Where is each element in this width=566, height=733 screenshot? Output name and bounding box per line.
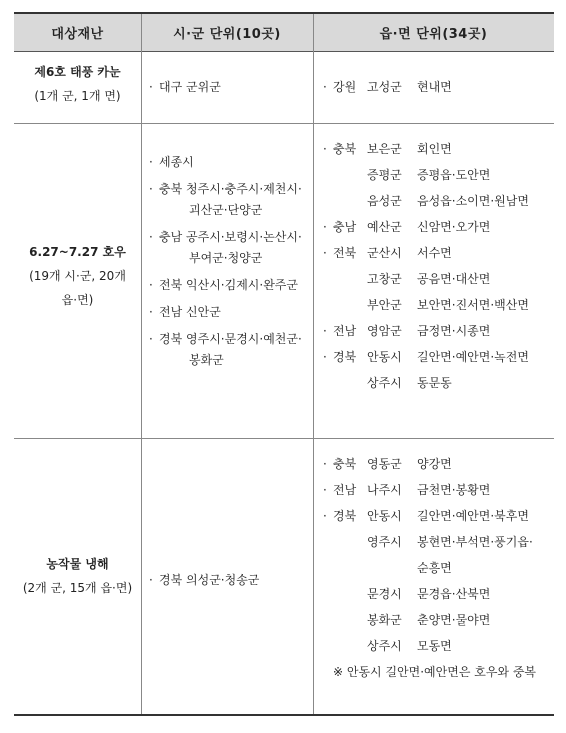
disaster-scope: (19개 시·군, 20개 — [29, 269, 126, 283]
row-frost-label — [14, 552, 141, 600]
town-entry — [323, 555, 554, 581]
province — [333, 555, 367, 581]
towns: 모동면 — [417, 639, 452, 653]
town-entry — [323, 451, 554, 477]
town-entry — [323, 266, 554, 292]
province: 충북 — [333, 142, 357, 156]
town-entry — [323, 529, 554, 555]
towns: 길안면·예안면·녹전면 — [417, 350, 529, 364]
bullet — [323, 292, 333, 318]
town-entry — [323, 503, 554, 529]
province: 충북 — [333, 457, 357, 471]
city: 안동시 — [367, 509, 402, 523]
city: 군산시 — [367, 246, 402, 260]
town-entry — [323, 74, 554, 100]
province: 경북 — [333, 509, 357, 523]
disaster-name: 농작물 냉해 — [46, 557, 109, 571]
city-list: 세종시 — [159, 155, 194, 169]
province — [333, 188, 367, 214]
towns: 춘양면·물야면 — [417, 613, 491, 627]
city: 음성군 — [367, 194, 402, 208]
disaster-area-table — [14, 12, 554, 716]
province: 경북 — [159, 573, 183, 587]
disaster-scope: (1개 군, 1개 면) — [34, 89, 121, 103]
row-rain-towns — [313, 136, 554, 396]
bullet: · — [149, 182, 153, 196]
bullet — [323, 581, 333, 607]
province: 전남 — [333, 324, 357, 338]
city: 안동시 — [367, 350, 402, 364]
city-item — [149, 302, 313, 323]
city: 봉화군 — [367, 613, 402, 627]
towns: 증평읍·도안면 — [417, 168, 491, 182]
bullet — [323, 370, 333, 396]
bullet: · — [149, 155, 153, 169]
disaster-name: 제6호 태풍 카눈 — [34, 65, 121, 79]
city-list: 영주시·문경시·예천군· — [186, 332, 302, 346]
towns: 보안면·진서면·백산면 — [417, 298, 529, 312]
towns: 현내면 — [417, 80, 452, 94]
header-disaster: 대상재난 — [14, 14, 141, 52]
province: 강원 — [333, 80, 357, 94]
towns: 음성읍·소이면·원남면 — [417, 194, 529, 208]
city-item — [149, 227, 313, 269]
city-list-cont: 괴산군·단양군 — [189, 203, 263, 217]
province: 전남 — [333, 483, 357, 497]
bullet — [323, 529, 333, 555]
row-divider — [14, 123, 554, 124]
disaster-scope-cont: 읍·면) — [61, 293, 94, 307]
city-item — [149, 570, 313, 591]
town-entry — [323, 188, 554, 214]
city: 고창군 — [367, 272, 402, 286]
row-frost-towns — [313, 451, 554, 685]
town-entry — [323, 214, 554, 240]
bullet: · — [323, 509, 327, 523]
bullet: · — [149, 332, 153, 346]
header-city-county: 시·군 단위(10곳) — [141, 14, 313, 52]
towns: 길안면·예안면·북후면 — [417, 509, 529, 523]
city-item — [149, 329, 313, 371]
city: 영암군 — [367, 324, 402, 338]
city — [367, 555, 417, 581]
row-frost-cities — [141, 570, 313, 597]
bullet — [323, 162, 333, 188]
city: 영동군 — [367, 457, 402, 471]
city: 나주시 — [367, 483, 402, 497]
town-entry — [323, 292, 554, 318]
province: 전북 — [333, 246, 357, 260]
bullet: · — [149, 230, 153, 244]
city-list: 공주시·보령시·논산시· — [186, 230, 302, 244]
province — [333, 292, 367, 318]
city-list: 의성군·청송군 — [186, 573, 260, 587]
row-divider — [14, 438, 554, 439]
city: 부안군 — [367, 298, 402, 312]
bullet: · — [149, 305, 153, 319]
town-entry — [323, 607, 554, 633]
province: 경북 — [159, 332, 183, 346]
city-item — [149, 275, 313, 296]
city-list: 신안군 — [186, 305, 221, 319]
bullet: · — [323, 246, 327, 260]
city: 문경시 — [367, 587, 402, 601]
towns: 봉현면·부석면·풍기읍· — [417, 535, 533, 549]
town-entry — [323, 136, 554, 162]
bullet: · — [323, 324, 327, 338]
province: 충남 — [333, 220, 357, 234]
towns: 서수면 — [417, 246, 452, 260]
city-item — [149, 179, 313, 221]
disaster-name: 6.27~7.27 호우 — [29, 245, 126, 259]
towns: 순흥면 — [417, 561, 452, 575]
bullet: · — [323, 220, 327, 234]
province — [333, 581, 367, 607]
row-rain-label — [14, 240, 141, 312]
city: 보은군 — [367, 142, 402, 156]
city: 예산군 — [367, 220, 402, 234]
overlap-note: ※ 안동시 길안면·예안면은 호우와 중복 — [333, 665, 537, 679]
row-typhoon-cities — [141, 77, 313, 104]
bullet — [323, 266, 333, 292]
city: 영주시 — [367, 535, 402, 549]
towns: 공음면·대산면 — [417, 272, 491, 286]
city-list: 군위군 — [186, 80, 221, 94]
town-entry — [323, 581, 554, 607]
towns: 양강면 — [417, 457, 452, 471]
row-rain-cities — [141, 152, 313, 377]
city: 고성군 — [367, 80, 402, 94]
province: 충남 — [159, 230, 183, 244]
province: 전북 — [159, 278, 183, 292]
disaster-scope: (2개 군, 15개 읍·면) — [22, 581, 133, 595]
city-item — [149, 152, 313, 173]
town-entry — [323, 344, 554, 370]
bullet: · — [323, 142, 327, 156]
towns: 신암면·오가면 — [417, 220, 491, 234]
bullet: · — [323, 350, 327, 364]
province — [333, 162, 367, 188]
bullet: · — [323, 483, 327, 497]
bullet: · — [323, 80, 327, 94]
city: 상주시 — [367, 639, 402, 653]
town-entry — [323, 240, 554, 266]
bullet — [323, 188, 333, 214]
bullet — [323, 555, 333, 581]
towns: 금천면·봉황면 — [417, 483, 491, 497]
bullet: · — [149, 278, 153, 292]
town-entry — [323, 162, 554, 188]
bullet: · — [323, 457, 327, 471]
bullet — [323, 633, 333, 659]
town-entry — [323, 633, 554, 659]
province: 전남 — [159, 305, 183, 319]
province — [333, 529, 367, 555]
province — [333, 607, 367, 633]
city-list: 익산시·김제시·완주군 — [186, 278, 298, 292]
town-entry — [323, 318, 554, 344]
bullet — [323, 607, 333, 633]
towns: 회인면 — [417, 142, 452, 156]
towns: 동문동 — [417, 376, 452, 390]
city: 증평군 — [367, 168, 402, 182]
towns: 문경읍·산북면 — [417, 587, 491, 601]
header-town: 읍·면 단위(34곳) — [313, 14, 554, 52]
town-entry — [323, 370, 554, 396]
bullet: · — [149, 80, 153, 94]
city-item — [149, 77, 313, 98]
city-list: 청주시·충주시·제천시· — [186, 182, 302, 196]
town-entry — [323, 477, 554, 503]
province: 충북 — [159, 182, 183, 196]
towns: 금정면·시종면 — [417, 324, 491, 338]
province — [333, 266, 367, 292]
city-list-cont: 봉화군 — [189, 353, 224, 367]
province: 대구 — [159, 80, 183, 94]
province — [333, 633, 367, 659]
province: 경북 — [333, 350, 357, 364]
row-typhoon-towns — [313, 74, 554, 100]
city-list-cont: 부여군·청양군 — [189, 251, 263, 265]
city: 상주시 — [367, 376, 402, 390]
row-typhoon-label — [14, 60, 141, 108]
province — [333, 370, 367, 396]
bullet: · — [149, 573, 153, 587]
